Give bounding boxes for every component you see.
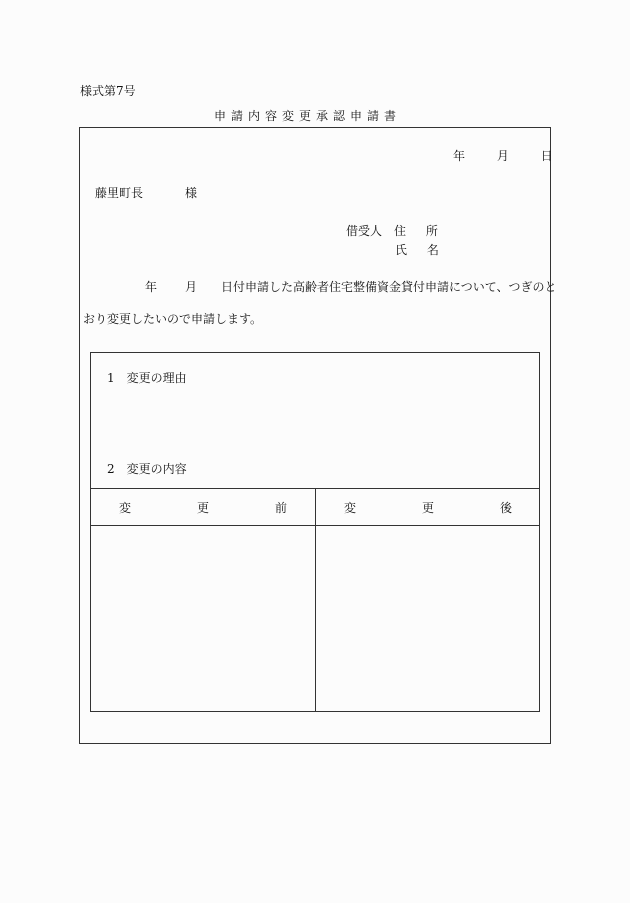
header-after-char-2: 更 [421,501,434,515]
column-header-after [344,499,512,516]
body-text-rest: 日付申請した高齢者住宅整備資金貸付申請について、つぎのと [221,280,557,294]
header-before-char-2: 更 [196,501,209,515]
form-number: 様式第7号 [80,84,136,98]
addressee-honorific: 様 [185,186,198,200]
section-content-heading [107,460,187,477]
header-after-char-3: 後 [499,501,512,515]
document-title: 申請内容変更承認申請書 [214,109,402,123]
addressee [95,184,197,201]
column-header-before [119,499,287,516]
date-year-label: 年 [453,149,466,163]
header-before-char-3: 前 [274,501,287,515]
section-content-number: 2 [107,462,115,476]
body-year-label: 年 [145,280,158,294]
header-after-char-1: 変 [344,501,357,515]
change-details-box [90,352,540,712]
address-label: 住 所 [394,224,446,238]
header-before-char-1: 変 [119,501,132,515]
table-column-divider [315,488,316,711]
date-month-label: 月 [496,149,509,163]
borrower-name-label: 氏 名 [395,243,447,257]
section-content-label: 変更の内容 [126,462,187,476]
borrower-address-line [346,222,446,239]
date-line [453,147,553,164]
borrower-label: 借受人 [346,224,383,238]
section-reason-heading [107,369,187,386]
addressee-name: 藤里町長 [95,186,144,200]
section-reason-number: 1 [107,371,115,385]
body-text-line-1 [145,278,557,295]
date-day-label: 日 [540,149,553,163]
body-month-label: 月 [185,280,198,294]
section-reason-label: 変更の理由 [126,371,187,385]
body-text-line-2: おり変更したいので申請します。 [83,312,263,326]
